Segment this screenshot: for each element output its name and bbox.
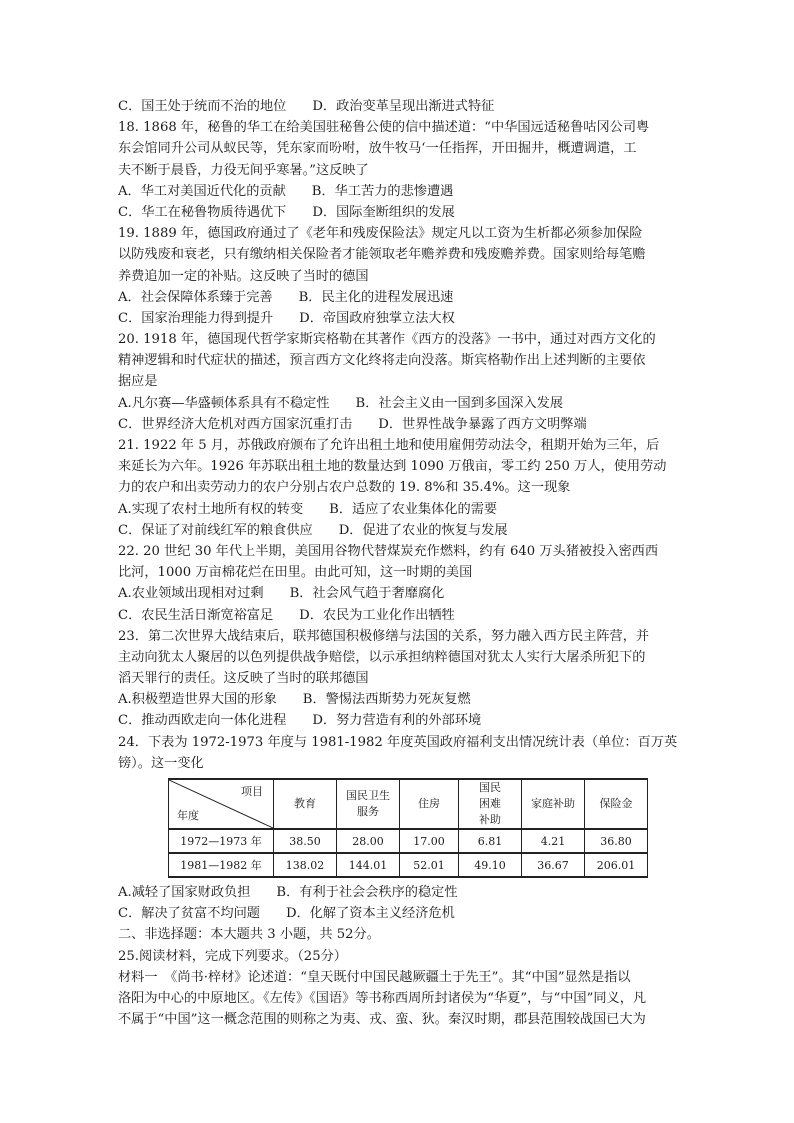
header-cell-text: 国民困难补助: [479, 781, 501, 826]
value-cell: 52.01: [400, 853, 459, 877]
value-cell: 17.00: [400, 829, 459, 853]
header-cell: 保险金: [585, 779, 648, 829]
value-cell: 206.01: [585, 853, 648, 877]
value-cell: 4.21: [522, 829, 585, 853]
option-line: [118, 202, 678, 223]
value-cell: 138.02: [274, 853, 337, 877]
value-cell: 144.01: [337, 853, 400, 877]
table-corner-cell: [169, 779, 274, 829]
answer-option: B．警惕法西斯势力死灰复燃: [302, 692, 471, 708]
option-line: [118, 287, 678, 308]
answer-option: C．保证了对前线红军的粮食供应: [118, 522, 313, 538]
answer-option: D．化解了资本主义经济危机: [285, 906, 455, 922]
text-line: 18. 1868 年，秘鲁的华工在给美国驻秘鲁公使的信中描述道：“中华国远适秘鲁咕冈公司粤: [118, 120, 650, 136]
exam-page: [118, 96, 678, 1030]
text-line: 二、非选择题：本大题共 3 小题，共 52分。: [118, 927, 380, 943]
value-cell: 36.67: [522, 853, 585, 877]
header-cell: 教育: [274, 779, 337, 829]
text-line: 养费追加一定的补贴。这反映了当时的德国: [118, 268, 369, 284]
value-cell: 6.81: [459, 829, 522, 853]
answer-option: B．华工苦力的悲惨遭遇: [311, 183, 454, 199]
answer-option: B．社会主义由一国到多国深入发展: [355, 395, 564, 411]
text-line: 25.阅读材料，完成下列要求。（25分）: [118, 948, 347, 964]
option-line: [118, 393, 678, 414]
answer-option: C．推动西欧走向一体化进程: [118, 713, 287, 729]
text-line: 力的农户和出卖劳动力的农户分别占农户总数的 19. 8%和 35.4%。这一现象: [118, 480, 571, 496]
corner-bottom-label: 年度: [177, 809, 199, 822]
question-block-lower: [118, 882, 678, 1030]
answer-option: D．世界性战争暴露了西方文明弊端: [378, 416, 587, 432]
answer-option: B．社会风气趋于奢靡腐化: [289, 586, 445, 602]
table-row: [169, 853, 648, 877]
value-cell: 36.80: [585, 829, 648, 853]
answer-option: C．农民生活日渐宽裕富足: [118, 607, 274, 623]
text-line: 据应是: [118, 374, 158, 390]
text-line: 比河，1000 万亩棉花烂在田里。由此可知，这一时期的美国: [118, 565, 473, 581]
table-header-row: [169, 779, 648, 829]
option-line: [118, 414, 678, 435]
header-cell: 住房: [400, 779, 459, 829]
option-line: [118, 689, 678, 710]
text-line: 20. 1918 年，德国现代哲学家斯宾格勒在其著作《西方的没落》一书中，通过对西方文化的: [118, 332, 656, 348]
text-line: 滔天罪行的责任。这反映了当时的联邦德国: [118, 671, 369, 687]
option-line: [118, 181, 678, 202]
option-line: [118, 499, 678, 520]
value-cell: 28.00: [337, 829, 400, 853]
answer-option: D．帝国政府独掌立法大权: [299, 310, 455, 326]
text-line: 主动向犹太人聚居的以色列提供战争赔偿，以示承担纳粹德国对犹太人实行大屠杀所犯下的: [118, 649, 646, 665]
answer-option: C．解决了贫富不均问题: [118, 906, 260, 922]
text-line: 精神逻辑和时代症状的描述，预言西方文化终将走向没落。斯宾格勒作出上述判断的主要依: [118, 353, 646, 369]
year-cell: 1981—1982 年: [169, 853, 274, 877]
option-line: [118, 605, 678, 626]
answer-option: A.农业领域出现相对过剩: [118, 586, 264, 602]
option-line: [118, 710, 678, 731]
text-line: 东会馆同升公司从蚁民等，凭东家而吩咐，放牛牧马‘一任指挥，开田掘井，概遭调遣，工: [118, 141, 637, 157]
answer-option: D．农民为工业化作出牺牲: [299, 607, 455, 623]
text-line: 洛阳为中心的中原地区。《左传》《国语》等书称西周所封诸侯为“华夏”，与“中国”同义，凡: [118, 990, 647, 1006]
answer-option: B．有利于社会会秩序的稳定性: [276, 885, 458, 900]
welfare-expenditure-table: [168, 778, 648, 878]
answer-option: C．国家治理能力得到提升: [118, 310, 274, 326]
option-line: [118, 583, 678, 604]
answer-option: C．世界经济大危机对西方国家沉重打击: [118, 416, 353, 432]
text-line: 24．下表为 1972-1973 年度与 1981-1982 年度英国政府福利支出情况统计表（单位：百万英: [118, 734, 678, 750]
option-line: [118, 903, 678, 924]
corner-top-label: 项目: [241, 785, 263, 798]
value-cell: 38.50: [274, 829, 337, 853]
text-line: 19. 1889 年，德国政府通过了《老年和残废保险法》规定凡以工资为生析都必须参加保险: [118, 226, 643, 242]
answer-option: A.积极塑造世界大国的形象: [118, 692, 277, 708]
header-cell-text: 国民卫生服务: [346, 789, 390, 818]
answer-option: D．政治变革呈现出渐进式特征: [312, 99, 495, 114]
text-line: 材料一 《尚书·梓材》论述道：“皇天既付中国民越厥疆土于先王”。其“中国”显然是指以: [118, 969, 631, 985]
year-cell: 1972—1973 年: [169, 829, 274, 853]
answer-option: C．华工在秘鲁物质待遇优下: [118, 204, 287, 220]
answer-option: A．华工对美国近代化的贡献: [118, 183, 286, 199]
option-line: [118, 308, 678, 329]
value-cell: 49.10: [459, 853, 522, 877]
text-line: 夫不断于晨昏，力役无间乎寒暑。”这反映了: [118, 162, 369, 178]
text-line: 以防残废和衰老，只有缴纳相关保险者才能领取老年赡养费和残废赡养费。国家则给每笔赡: [118, 247, 646, 263]
answer-option: A.减轻了国家财政负担: [118, 885, 251, 900]
table-row: [169, 829, 648, 853]
welfare-table-wrapper: [168, 778, 678, 878]
answer-option: D．促进了农业的恢复与发展: [338, 522, 508, 538]
answer-option: C．国王处于统而不治的地位: [118, 99, 287, 114]
answer-option: A．社会保障体系臻于完善: [118, 289, 273, 305]
option-line: [118, 96, 678, 117]
option-line: [118, 520, 678, 541]
text-line: 镑）。这一变化: [118, 755, 204, 771]
text-line: 22. 20 世纪 30 年代上半期，美国用谷物代替煤炭充作燃料，约有 640 万头猪被投入密西西: [118, 543, 659, 559]
header-cell: 家庭补助: [522, 779, 585, 829]
answer-option: B．适应了农业集体化的需要: [329, 501, 498, 517]
text-line: 23．第二次世界大战结束后，联邦德国积极修缮与法国的关系，努力融入西方民主阵营，并: [118, 628, 650, 644]
header-cell: [459, 779, 522, 829]
answer-option: D．国际奎断组织的发展: [312, 204, 455, 220]
answer-option: A.凡尔赛—华盛顿体系具有不稳定性: [118, 395, 330, 411]
question-block-upper: [118, 96, 678, 774]
option-line: [118, 882, 678, 903]
header-cell: [337, 779, 400, 829]
text-line: 不属于“中国”这一概念范围的则称之为夷、戎、蛮、狄。秦汉时期，郡县范围较战国已大为: [118, 1012, 646, 1028]
text-line: 来延长为六年。1926 年苏联出租土地的数量达到 1090 万俄亩，零工约 250 万人，使用劳动: [118, 459, 667, 475]
answer-option: A.实现了农村土地所有权的转变: [118, 501, 304, 517]
text-line: 21. 1922 年 5 月，苏俄政府颁布了允许出租土地和使用雇佣劳动法令，租期开始为三年，后: [118, 438, 660, 453]
answer-option: D．努力营造有利的外部环境: [312, 713, 482, 729]
answer-option: B．民主化的进程发展迅速: [298, 289, 454, 305]
